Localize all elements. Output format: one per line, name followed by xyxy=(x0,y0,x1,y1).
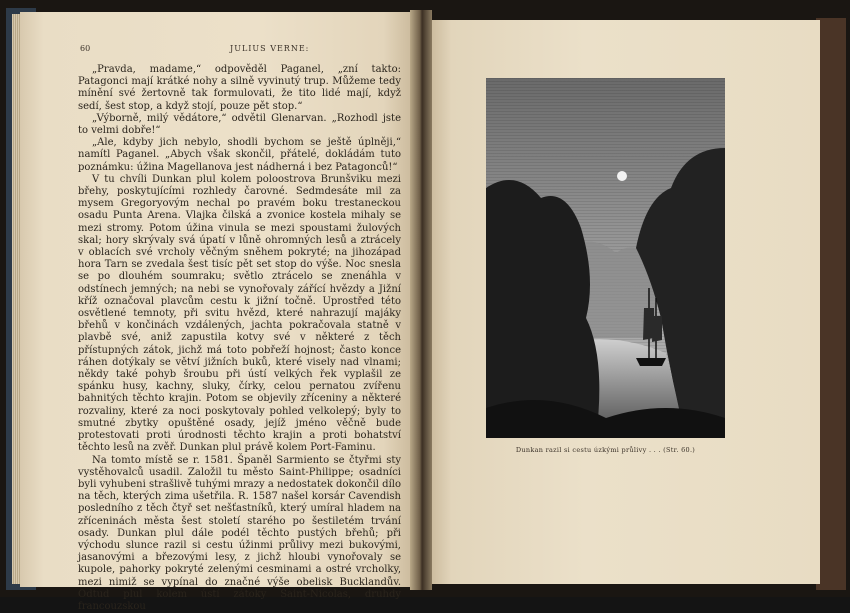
book-cover-right xyxy=(816,18,846,590)
engraving-illustration xyxy=(486,78,725,438)
paragraph: „Pravda, madame,“ odpověděl Paganel, „zní takto: Patagonci mají krátké nohy a silně vyvinutý trup. Můžeme tedy mínění své žertovně tak formulovati, že tito lidé mají, když sedí, šest stop, a když stojí, pouze pět stop.“ xyxy=(78,64,401,113)
river-night-scene xyxy=(486,78,725,438)
running-title: JULIUS VERNE: xyxy=(230,44,309,53)
moon-icon xyxy=(617,171,627,181)
book-gutter xyxy=(410,10,432,590)
body-text xyxy=(78,64,401,613)
paragraph: Na tomto místě se r. 1581. Španěl Sarmiento se čtyřmi sty vystěhovalců usadil. Založil tu město Saint-Philippe; osadníci byli vyhubeni strašlivě tuhými mrazy a nedostatek dokončil dílo na těch, kterých zima ušetřila. R. 1587 našel korsár Cavendish posledního z těch čtyř set nešťastníků, který umíral hladem na zříceninách města šest století starého po šestiletém trvání osady. Dunkan plul dále podél těchto pustých břehů; při východu slunce razil si cestu úžinmi průlivy mezi bukovými, jasanovými a březovými lesy, z jichž hloubi vynořovaly se kupole, pahorky pokryté zelenými cesminami a ostré vrcholky, mezi nimiž se vypínal do značné výše obelisk Bucklandův. Odtud plul kolem ústí zátoky Saint-Nicolas, druhdy francouzskou xyxy=(78,455,401,613)
paragraph: V tu chvíli Dunkan plul kolem poloostrova Brunšviku mezi břehy, poskytujícími rozhledy čarovné. Sedmdesáte mil za mysem Gregoryovým nechal po pravém boku trestaneckou osadu Punta Arena. Vlajka čilská a zvonice kostela mihaly se mezi stromy. Potom úžina vinula se mezi spoustami žulových skal; hory skrývaly svá úpatí v lůně ohromných lesů a ztrácely v oblacích své vrcholy věčným sněhem pokryté; na jihozápad hora Tarn se zvedala šest tisíc pět set stop do výše. Noc snesla se po dlouhém soumraku; světlo ztrácelo se znenáhla v odstínech jemných; na nebi se vynořovaly zářící hvězdy a Jižní kříž označoval plavcům cestu k jižní točně. Uprostřed této osvětlené temnoty, při svitu hvězd, které nahrazují majáky břehů v končinách vzdálených, jachta pokračovala statně v plavbě své, aniž zapustila kotvy své v některé z těch přístupných zátok, jichž má toto pobřeží hojnost; často konce ráhen dotýkaly se větví jižních buků, které visely nad vlnami; někdy také pohyb šroubu při ústí velkých řek vyplašil ze spánku husy, kachny, sluky, čírky, celou pernatou zvířenu bahnitých těchto krajin. Potom se objevily zříceniny a některé rozvaliny, které za noci poskytovaly pohled velkolepý; byly to smutné zbytky opuštěné osady, jejíž jméno věčně bude protestovati proti úrodnosti těchto krajin a proti bohatství těchto lesů na zvěř. Dunkan plul právě kolem Port-Faminu. xyxy=(78,174,401,455)
paragraph: „Ale, kdyby jich nebylo, shodli bychom se ještě úplněji,“ namítl Paganel. „Abych však skončil, přátelé, dokládám tuto poznámku: úžina Magellanova jest nádherná i bez Patagonců!“ xyxy=(78,137,401,174)
illustration-caption: Dunkan razil si cestu úzkými průlivy . . . (Str. 60.) xyxy=(486,446,725,454)
paragraph: „Výborně, milý vědátore,“ odvětil Glenarvan. „Rozhodl jste to velmi dobře!“ xyxy=(78,113,401,137)
page-number: 60 xyxy=(80,44,90,53)
